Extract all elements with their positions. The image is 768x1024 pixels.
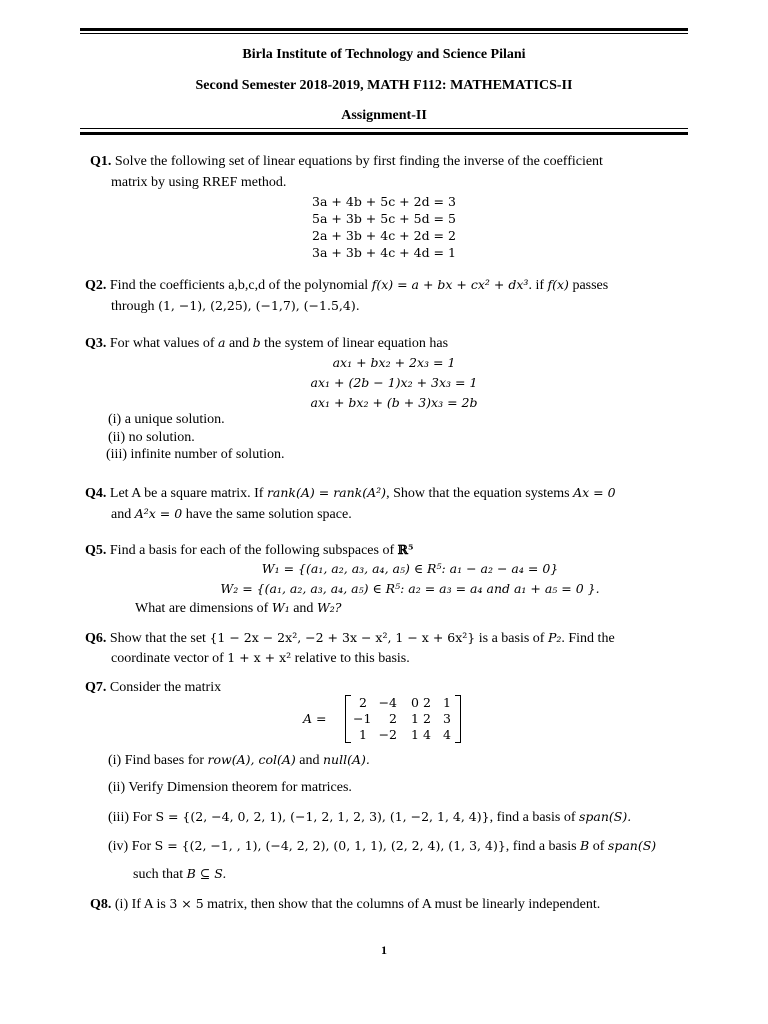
q7-label: Q7. [85,680,107,695]
q5-line-dims [135,600,342,617]
q1-eq-1: 3a + 4b + 5c + 2d = 3 [312,194,456,209]
q2-line1 [85,277,608,294]
q6-line1 [85,630,615,647]
q7-part4-span: span(S) [607,838,657,853]
q3-and: and [228,336,250,351]
matrix-cell: 2 [423,695,431,710]
q3-line1 [85,335,448,352]
matrix-bracket-right [455,695,461,743]
q7-part3-text-b: , find a basis of [489,810,576,825]
matrix-bracket-left [345,695,351,743]
q5-question: What are dimensions of [135,601,269,616]
q6-label: Q6. [85,631,107,646]
q4-eq2: A²x = 0 [134,506,183,521]
matrix-cell: 2 [389,711,397,726]
q4-line1 [85,485,616,502]
q2-text-passes: passes [572,278,609,293]
q5-line1 [85,542,413,559]
q1-eq-4: 3a + 3b + 4c + 4d = 1 [312,245,456,260]
matrix-cell: 4 [423,727,431,742]
q6-p2: P₂ [547,630,562,645]
q7-part4-B: B [580,838,590,853]
q7-matrix-label: A = [303,711,327,726]
q2-line2 [111,298,360,315]
course-line: Second Semester 2018-2019, MATH F112: MATHEMATICS-II [195,78,573,93]
q7-part-3 [108,809,631,826]
q7-part-1 [108,752,370,769]
matrix-cell: 2 [423,711,431,726]
q7-row-col: row(A), col(A) [207,752,296,767]
q7-part-2: (ii) Verify Dimension theorem for matrices. [108,780,352,795]
q5-and: and [293,601,314,616]
q6-relative: relative to this basis. [294,651,410,666]
q3-text-b: the system of linear equation has [264,336,449,351]
q1-line1 [90,154,603,170]
q7-null: null(A). [323,752,370,767]
q5-text: Find a basis for each of the following subspaces of [109,543,395,558]
q6-text-c: . Find the [561,631,615,646]
q5-w1: W₁ = {(a₁, a₂, a₃, a₄, a₅) ∈ R⁵: a₁ − a₂ − a₄ = 0} [261,561,559,576]
top-rule-thin [80,33,688,34]
q6-set: {1 − 2x − 2x², −2 + 3x − x², 1 − x + 6x²} [209,630,476,645]
q8-label: Q8. [90,897,112,912]
q7-matrix [345,695,461,743]
q6-text-b: is a basis of [478,631,545,646]
q1-label: Q1. [90,154,112,169]
q4-condition: rank(A) = rank(A²) [266,485,387,500]
q5-space: ℝ⁵ [397,542,414,557]
header-rule-thin [80,128,688,129]
q7-part1-and: and [299,753,320,768]
matrix-cell: 2 [359,695,367,710]
q6-vector: 1 + x + x² [227,650,292,665]
q3-eq-1: ax₁ + bx₂ + 2x₃ = 1 [332,355,456,370]
q6-text: Show that the set [109,631,206,646]
q7-line1 [85,680,221,696]
header-rule [80,132,688,135]
q2-points: (1, −1), (2,25), (−1,7), (−1.5,4). [158,298,360,313]
matrix-cell: −1 [353,711,372,726]
matrix-row [353,727,453,743]
q4-line2 [111,506,352,523]
q4-and: and [111,507,132,522]
matrix-cell: 1 [443,695,451,710]
institute-name: Birla Institute of Technology and Science Pilani [242,47,526,62]
q7-part4-subset: B ⊆ S. [186,866,227,881]
q7-part3-set: S = {(2, −4, 0, 2, 1), (−1, 2, 1, 2, 3), (1, −2, 1, 4, 4)} [155,809,490,824]
q5-label: Q5. [85,543,107,558]
q3-option-2: (ii) no solution. [108,430,195,445]
q3-eq-3: ax₁ + bx₂ + (b + 3)x₃ = 2b [310,395,478,410]
q5-w1-ref: W₁ [271,600,290,615]
q2-through: through [111,299,155,314]
q2-label: Q2. [85,278,107,293]
q1-text: Solve the following set of linear equations by first finding the inverse of the coefficient [114,154,603,169]
q6-coord-text: coordinate vector of [111,651,224,666]
q1-eq-2: 5a + 3b + 5c + 5d = 5 [312,211,456,226]
q4-text-c: have the same solution space. [185,507,352,522]
q5-w2: W₂ = {(a₁, a₂, a₃, a₄, a₅) ∈ R⁵: a₂ = a₃ = a₄ and a₁ + a₅ = 0 }. [220,581,600,596]
q7-text: Consider the matrix [109,680,222,695]
q3-var-a: a [217,335,226,350]
q4-text: Let A be a square matrix. If [109,486,264,501]
q3-text: For what values of [109,336,215,351]
q8-line1 [90,896,600,913]
q2-fx: f(x) [547,277,569,292]
q3-option-1: (i) a unique solution. [108,412,225,427]
matrix-row [353,711,453,727]
q3-eq-2: ax₁ + (2b − 1)x₂ + 3x₃ = 1 [310,375,478,390]
matrix-cell: −2 [378,727,397,742]
q7-part-4-line2 [133,866,226,883]
assignment-title: Assignment-II [341,108,427,123]
q7-part-4 [108,838,656,855]
q7-part3-text: (iii) For [108,810,152,825]
matrix-cell: 1 [411,727,419,742]
q4-text-b: , Show that the equation systems [386,486,570,501]
q5-w2-ref: W₂? [316,600,342,615]
q2-text-if: . if [528,278,544,293]
q3-var-b: b [252,335,261,350]
page-number: 1 [381,943,387,957]
q2-polynomial: f(x) = a + bx + cx² + dx³ [371,277,529,292]
q3-option-3: (iii) infinite number of solution. [106,447,285,462]
matrix-cell: 1 [411,711,419,726]
matrix-row [353,695,453,711]
matrix-cell: 3 [443,711,451,726]
q8-dims: 3 × 5 [169,896,204,911]
q8-text-b: matrix, then show that the columns of A must be linearly independent. [207,897,601,912]
q7-part4-set: S = {(2, −1, , 1), (−4, 2, 2), (0, 1, 1), (2, 2, 4), (1, 3, 4)} [154,838,506,853]
matrix-cell: 0 [411,695,419,710]
q7-part3-span: span(S). [579,809,632,824]
matrix-cell: 1 [359,727,367,742]
q4-eq1: Ax = 0 [573,485,616,500]
q7-part4-of: of [592,839,605,854]
q7-part1-text: (i) Find bases for [108,753,205,768]
q7-part4-text: (iv) For [108,839,152,854]
matrix-cell: 4 [443,727,451,742]
q7-part4-such: such that [133,867,184,882]
q2-text: Find the coefficients a,b,c,d of the polynomial [109,278,369,293]
q1-eq-3: 2a + 3b + 4c + 2d = 2 [312,228,456,243]
q8-text: (i) If A is [114,897,166,912]
q4-label: Q4. [85,486,107,501]
matrix-cell: −4 [378,695,397,710]
top-rule [80,28,688,31]
q3-label: Q3. [85,336,107,351]
q7-part4-text-b: , find a basis [505,839,577,854]
q1-line2: matrix by using RREF method. [111,175,287,190]
q6-line2 [111,650,410,667]
